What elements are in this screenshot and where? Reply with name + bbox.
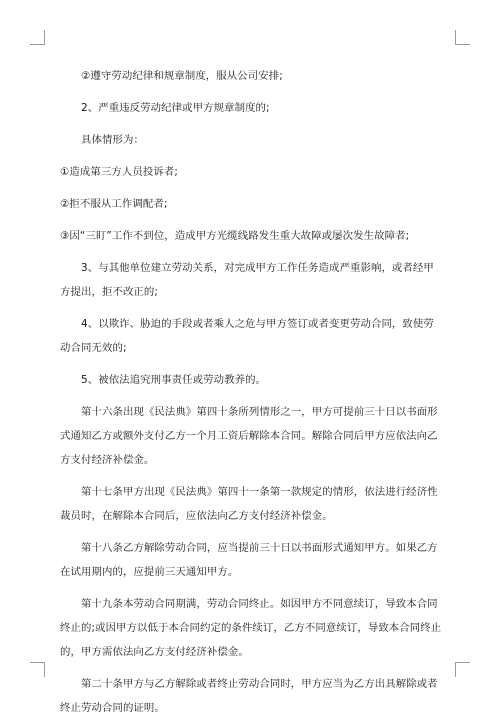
paragraph: 3、与其他单位建立劳动关系，对完成甲方工作任务造成严重影响，或者经甲方提出，拒不改正的; [60, 262, 434, 298]
paragraph: 5、被依法追究刑事责任或劳动教养的。 [81, 374, 267, 386]
paragraph: ②拒不服从工作调配者; [60, 198, 168, 210]
crop-mark-top-left [30, 30, 45, 45]
paragraph: 第十八条乙方解除劳动合同，应当提前三十日以书面形式通知甲方。如果乙方在试用期内的，应提前三天通知甲方。 [60, 542, 438, 578]
document-body [60, 64, 444, 720]
paragraph: 第十六条出现《民法典》第四十条所列情形之一，甲方可提前三十日以书面形式通知乙方或额外支付乙方一个月工资后解除本合同。解除合同后甲方应依法向乙方支付经济补偿金。 [60, 406, 438, 466]
crop-mark-bottom-left [30, 662, 45, 677]
paragraph: 第十九条本劳动合同期满，劳动合同终止。如因甲方不同意续订，导致本合同终止的;或因甲方以低于本合同约定的条件续订，乙方不同意续订，导致本合同终止的，甲方需依法向乙方支付经济补偿金。 [60, 598, 442, 658]
paragraph: 具体情形为： [81, 134, 144, 146]
paragraph: ③因“三盯”工作不到位，造成甲方光缆线路发生重大故障或屡次发生故障者; [60, 230, 410, 242]
paragraph: ①造成第三方人员投诉者; [60, 166, 178, 178]
paragraph: 4、以欺诈、胁迫的手段或者乘人之危与甲方签订或者变更劳动合同，致使劳动合同无效的; [60, 318, 434, 354]
crop-mark-top-right [455, 30, 470, 45]
paragraph: ②遵守劳动纪律和规章制度，服从公司安排; [81, 70, 283, 82]
paragraph: 第二十条甲方与乙方解除或者终止劳动合同时，甲方应当为乙方出具解除或者终止劳动合同的证明。 [60, 678, 438, 714]
crop-mark-bottom-right [455, 662, 470, 677]
paragraph: 2、严重违反劳动纪律或甲方规章制度的; [81, 102, 270, 114]
paragraph: 第十七条甲方出现《民法典》第四十一条第一款规定的情形，依法进行经济性裁员时，在解除本合同后，应依法向乙方支付经济补偿金。 [60, 486, 438, 522]
